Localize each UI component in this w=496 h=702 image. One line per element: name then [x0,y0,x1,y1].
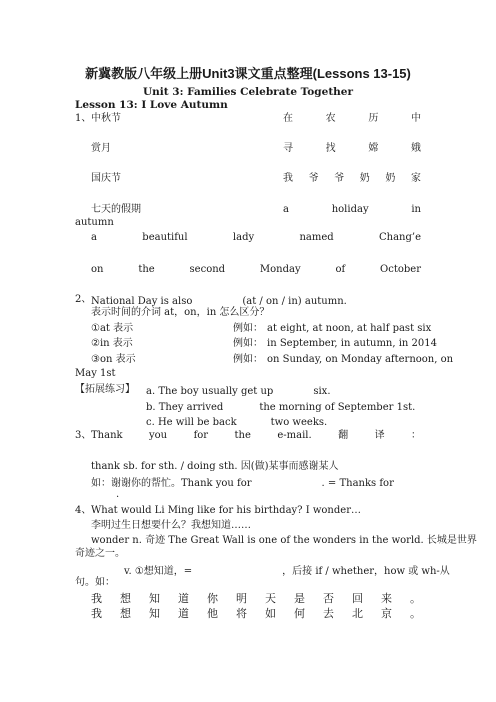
s2-usage-at-examples: at eight, at noon, at half past six [267,323,432,334]
word: 在 [283,113,293,124]
section-2-number: 2、 [75,294,92,305]
answer-blank [237,414,271,425]
s1-r5 [91,231,421,244]
verb-text: ，后接 if / whether，how 或 wh-从 [282,566,450,577]
char: 何 [294,607,305,620]
word: 历 [368,113,379,124]
s1-r4-continued: autumn [75,217,114,228]
unit-title: Unit 3: Families Celebrate Together [142,86,354,98]
char: 他 [207,607,218,620]
word: 爷 [308,173,319,184]
char: 想 [120,592,131,605]
word: lady [232,232,255,243]
s1-r3-left: 国庆节 [91,173,121,184]
example-text: . = Thanks for [321,478,394,489]
s1-r4-right [283,203,421,216]
s4-wonder-verb [124,563,450,578]
word: ： [411,430,421,441]
s1-r6 [91,263,421,276]
section-1-number: 1、 [75,113,92,124]
word: 嫦 [368,143,379,154]
char: 将 [236,607,247,620]
char: 否 [323,592,334,605]
char: 我 [91,592,102,605]
char: 是 [294,592,305,605]
word: Chang’e [379,232,421,243]
word: the [234,430,251,441]
word: a [91,232,97,243]
word: e-mail. [277,430,312,441]
word: holiday [331,204,369,215]
s4-translation: 李明过生日想要什么？我想知道…… [91,520,251,531]
char: 我 [91,607,102,620]
char: 京 [381,607,392,620]
word: October [380,264,421,275]
s1-r2-left: 赏月 [91,143,111,154]
char: 想 [120,607,131,620]
word: 娥 [410,143,421,154]
char: 知 [149,592,160,605]
word: the [138,264,155,275]
s4-wonder-noun-continued: 奇迹之一。 [75,548,125,559]
word: 中 [410,113,421,124]
practice-text: c. He will be back [146,417,237,428]
char: 如 [265,607,276,620]
s2-practice-b [146,399,415,414]
char: 去 [323,607,334,620]
document-title: 新冀教版八年级上册Unit3课文重点整理(Lessons 13-15) [85,66,411,81]
char: 来 [381,592,392,605]
char: 道 [178,592,189,605]
s1-r4-left: 七天的假期 [91,204,141,215]
answer-blank [273,383,313,394]
word: 奶 [385,173,396,184]
question-options: (at / on / in) autumn. [242,296,347,307]
char: 北 [352,607,363,620]
word: of [335,264,346,275]
s4-wonder-verb-continued: 句。如： [75,577,115,588]
word: 奶 [359,173,370,184]
word: beautiful [142,232,188,243]
word: Monday [259,264,301,275]
question-text: National Day is also [91,296,193,307]
section-3-number: 3、 [75,430,92,441]
example-text: 如：谢谢你的帮忙。Thank you for [91,478,252,489]
word: you [149,430,168,441]
s3-sentence [91,429,421,442]
answer-blank [252,475,322,486]
char: 。 [410,607,421,620]
s2-usage-on-label: ③on 表示 [91,354,136,365]
word: a [283,204,289,215]
lesson-title: Lesson 13: I Love Autumn [75,99,228,111]
practice-text: the morning of September 1st. [259,402,416,413]
char: 回 [352,592,363,605]
practice-text: two weeks. [270,417,328,428]
practice-text: b. They arrived [146,402,224,413]
char: 你 [207,592,218,605]
s3-phrase: thank sb. for sth. / doing sth. 因(做)某事而感谢某人 [91,461,339,472]
char: 明 [236,592,247,605]
word: Thank [91,430,123,441]
s4-question: What would Li Ming like for his birthday? I wonder… [91,505,361,516]
answer-blank [223,399,259,410]
s2-usage-on-continued: May 1st [75,368,116,379]
s3-example-end: . [116,489,120,500]
s2-usage-in-examples: in September, in autumn, in 2014 [267,338,437,349]
s4-example-2 [91,607,421,620]
s1-r1-left: 中秋节 [91,113,121,124]
s2-usage-at-label: ①at 表示 [91,323,134,334]
verb-text: v. ①想知道，= [124,566,193,577]
s1-r3-right [283,172,421,185]
word: 译 [374,430,385,441]
word: in [411,204,421,215]
s2-usage-in-label: ②in 表示 [91,338,133,349]
s2-usage-at-eg: 例如： [233,323,263,334]
answer-blank [192,563,282,574]
s4-example-1 [91,592,421,605]
s2-practice-c [146,414,327,429]
word: 找 [325,143,336,154]
word: 农 [325,113,336,124]
practice-text: a. The boy usually get up [146,386,274,397]
practice-text: six. [313,386,331,397]
char: 道 [178,607,189,620]
word: second [189,264,226,275]
s1-r1-right [283,112,421,125]
word: 翻 [338,430,349,441]
s2-practice-label: 【拓展练习】 [75,384,135,395]
section-4-number: 4、 [75,505,92,516]
char: 天 [265,592,276,605]
s2-practice-a [146,383,331,398]
s2-usage-on-eg: 例如： [233,354,263,365]
word: 家 [410,173,421,184]
answer-blank [192,293,242,304]
word: named [299,232,334,243]
word: 我 [283,173,293,184]
word: 寻 [283,143,293,154]
s3-example [91,475,394,490]
char: 知 [149,607,160,620]
s2-usage-in-eg: 例如： [233,338,263,349]
s4-wonder-noun: wonder n. 奇迹 The Great Wall is one of the wonders in the world. 长城是世界 [91,535,477,546]
s2-usage-on-examples: on Sunday, on Monday afternoon, on [267,354,454,365]
s2-subheading: 表示时间的介词 at，on，in 怎么区分？ [91,307,270,318]
word: for [193,430,209,441]
word: 爷 [334,173,345,184]
char: 。 [410,592,421,605]
s1-r2-right [283,142,421,155]
word: on [91,264,104,275]
